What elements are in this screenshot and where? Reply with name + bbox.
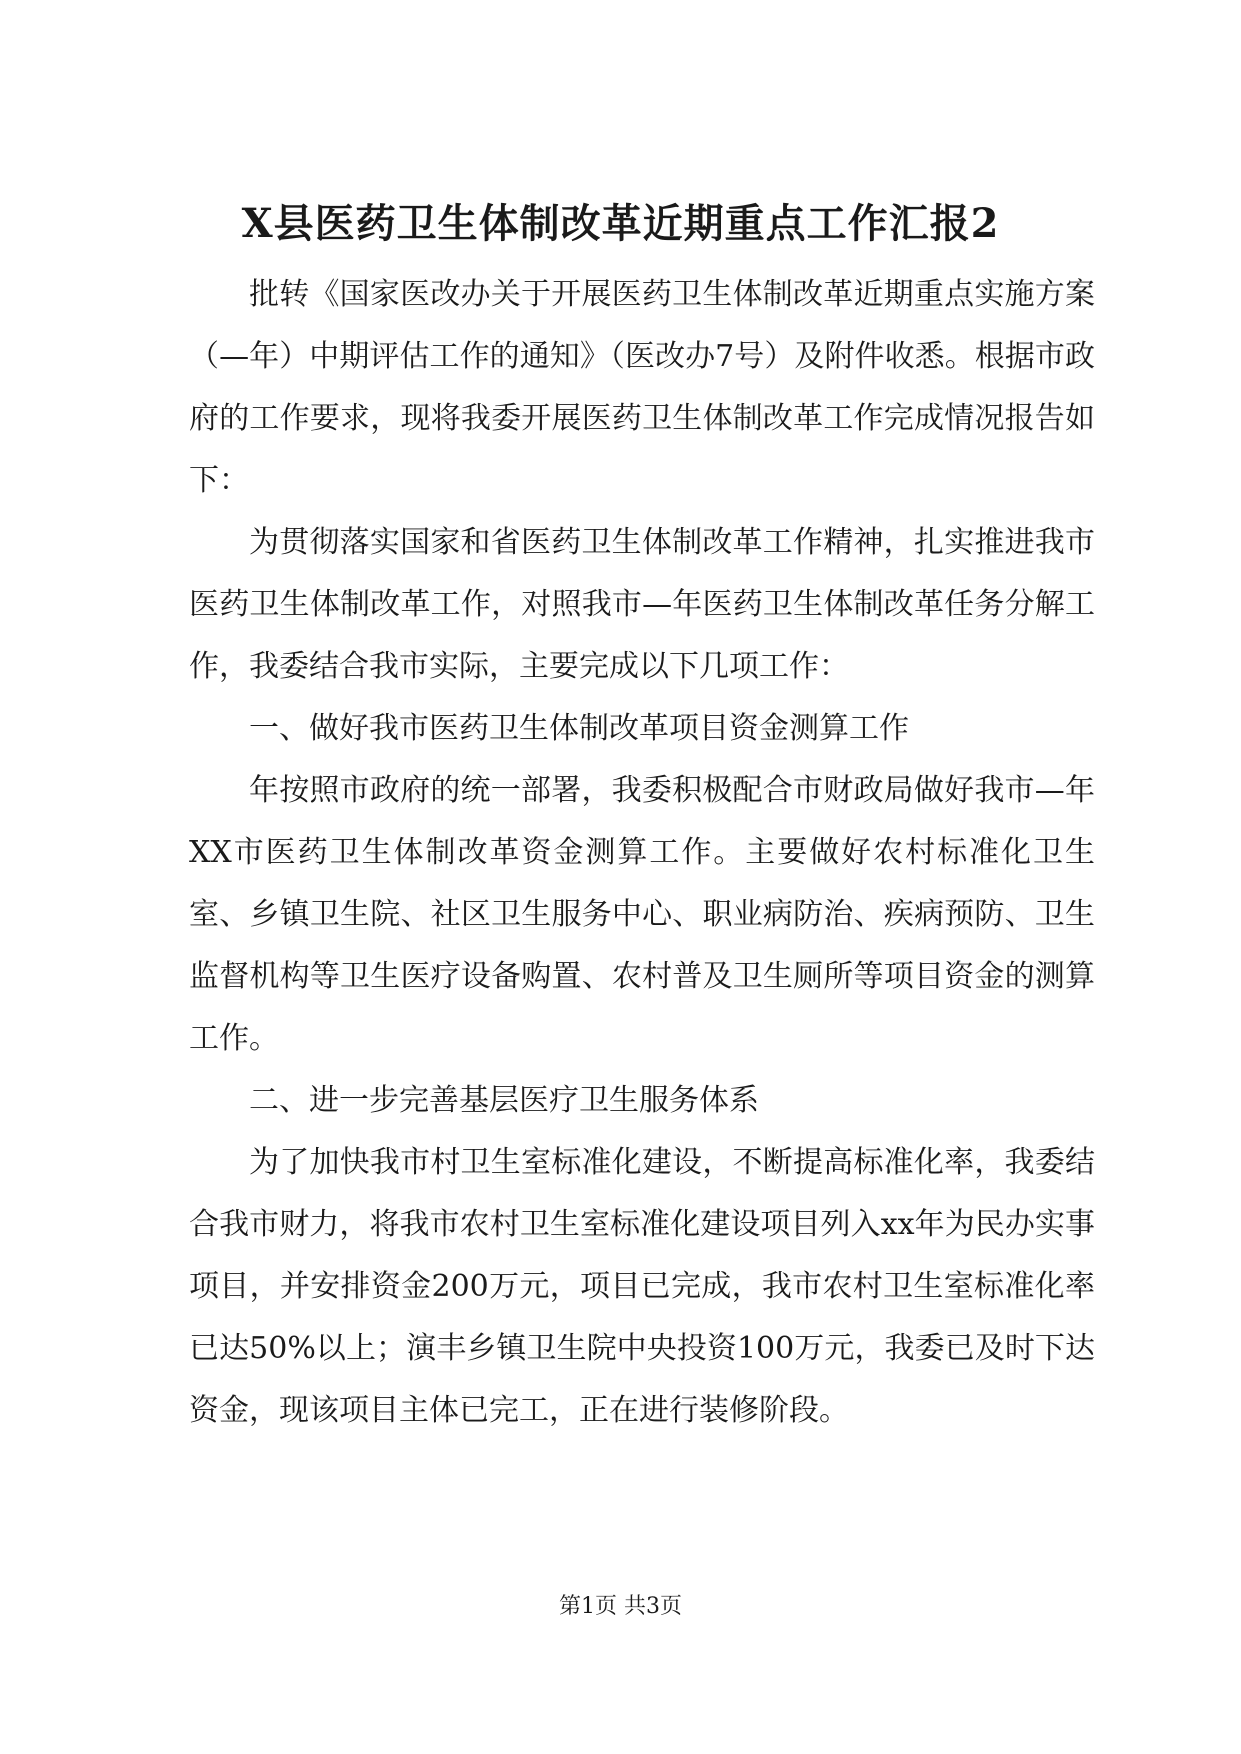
section-heading-2: 二、进一步完善基层医疗卫生服务体系 <box>249 1083 759 1118</box>
paragraph-section-1: 年按照市政府的统一部署，我委积极配合市财政局做好我市—年XX市医药卫生体制改革资金测算工作。主要做好农村标准化卫生室、乡镇卫生院、社区卫生服务中心、职业病防治、疾病预防、卫生监督机构等卫生医疗设备购置、农村普及卫生厕所等项目资金的测算工作。 <box>189 773 1095 1056</box>
section-heading-1: 一、做好我市医药卫生体制改革项目资金测算工作 <box>249 711 909 746</box>
page-footer: 第1页 共3页 <box>559 1594 682 1619</box>
paragraph-section-2: 为了加快我市村卫生室标准化建设，不断提高标准化率，我委结合我市财力，将我市农村卫生室标准化建设项目列入xx年为民办实事项目，并安排资金200万元，项目已完成，我市农村卫生室标准化率已达50%以上；演丰乡镇卫生院中央投资100万元，我委已及时下达资金，现该项目主体已完工，正在进行装修阶段。 <box>189 1145 1095 1428</box>
paragraph-purpose: 为贯彻落实国家和省医药卫生体制改革工作精神，扎实推进我市医药卫生体制改革工作，对照我市—年医药卫生体制改革任务分解工作，我委结合我市实际，主要完成以下几项工作： <box>189 525 1095 684</box>
paragraph-intro: 批转《国家医改办关于开展医药卫生体制改革近期重点实施方案（—年）中期评估工作的通知》（医改办7号）及附件收悉。根据市政府的工作要求，现将我委开展医药卫生体制改革工作完成情况报告如下： <box>189 277 1095 498</box>
document-body <box>189 264 1095 1442</box>
document-title: X县医药卫生体制改革近期重点工作汇报2 <box>241 200 1000 247</box>
